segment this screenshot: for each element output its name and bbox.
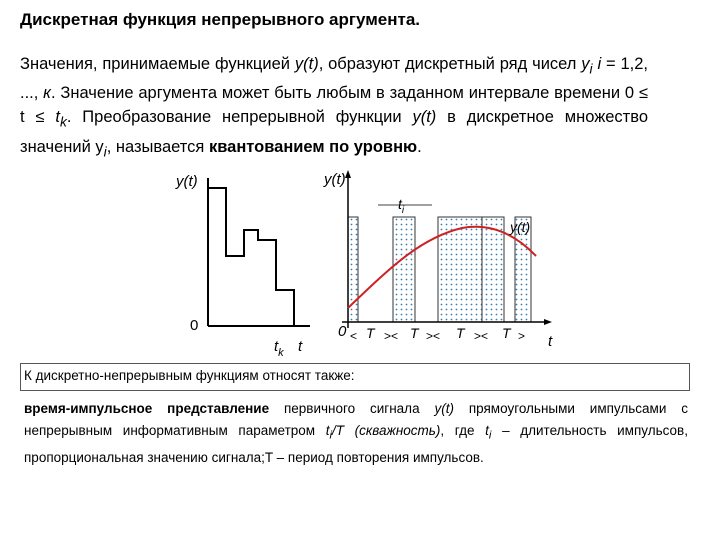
time-pulse-paragraph: время-импульсное представление первичного сигнала y(t) прямоугольными импульсами с непрерывным информативным параметром $t_i/T$ (скважность), где $t_i$ – длительность импульсов, пропорциональная значению сигнала;T – период повторения импульсов.: [24, 401, 688, 465]
period-label-2: T: [410, 325, 419, 341]
curve-label: y(t): [510, 219, 531, 235]
ti-label: $t_i$: [398, 196, 405, 216]
left-t-label: t: [298, 338, 303, 355]
right-y-label: y(t): [324, 171, 346, 188]
left-graph: [175, 173, 310, 359]
period-arrow-1: <: [350, 329, 358, 343]
page-title: Дискретная функция непрерывного аргумента.: [20, 10, 421, 29]
right-t-label: t: [548, 333, 553, 350]
right-zero-label: 0: [338, 323, 347, 340]
period-label-1: T: [366, 325, 375, 341]
right-y-arrow: [345, 170, 351, 178]
definition-paragraph: Значения, принимаемые функцией y(t), образуют дискретный ряд чисел $y_i$ i = 1,2, ..., к. Значение аргумента может быть любым в заданном интервале времени $0 \le t \le t_k$. Преобразование непрерывной функции y(t) в дискретное множество значений $y_i$, называется квантованием по уровню.: [20, 55, 648, 159]
quantized-step-function: [208, 188, 294, 326]
right-x-arrow: [544, 319, 552, 325]
period-arrow-4: ><: [474, 329, 489, 343]
right-graph: [323, 170, 553, 350]
pulse-2: [393, 217, 415, 322]
left-zero-label: 0: [190, 317, 199, 334]
period-arrow-3: ><: [426, 329, 441, 343]
period-label-4: T: [502, 325, 511, 341]
period-label-3: T: [456, 325, 465, 341]
left-tk-label: $t_k$: [274, 338, 284, 359]
pulse-4: [482, 217, 504, 322]
term-quantization: квантованием по уровню: [208, 137, 418, 156]
left-y-label: y(t): [176, 173, 198, 190]
caption: К дискретно-непрерывным функциям относят также:: [24, 368, 355, 383]
period-arrow-2: ><: [384, 329, 399, 343]
period-arrow-5: >: [518, 329, 526, 343]
term-time-pulse: время-импульсное представление: [24, 401, 270, 416]
quantization-figure: [170, 168, 570, 360]
